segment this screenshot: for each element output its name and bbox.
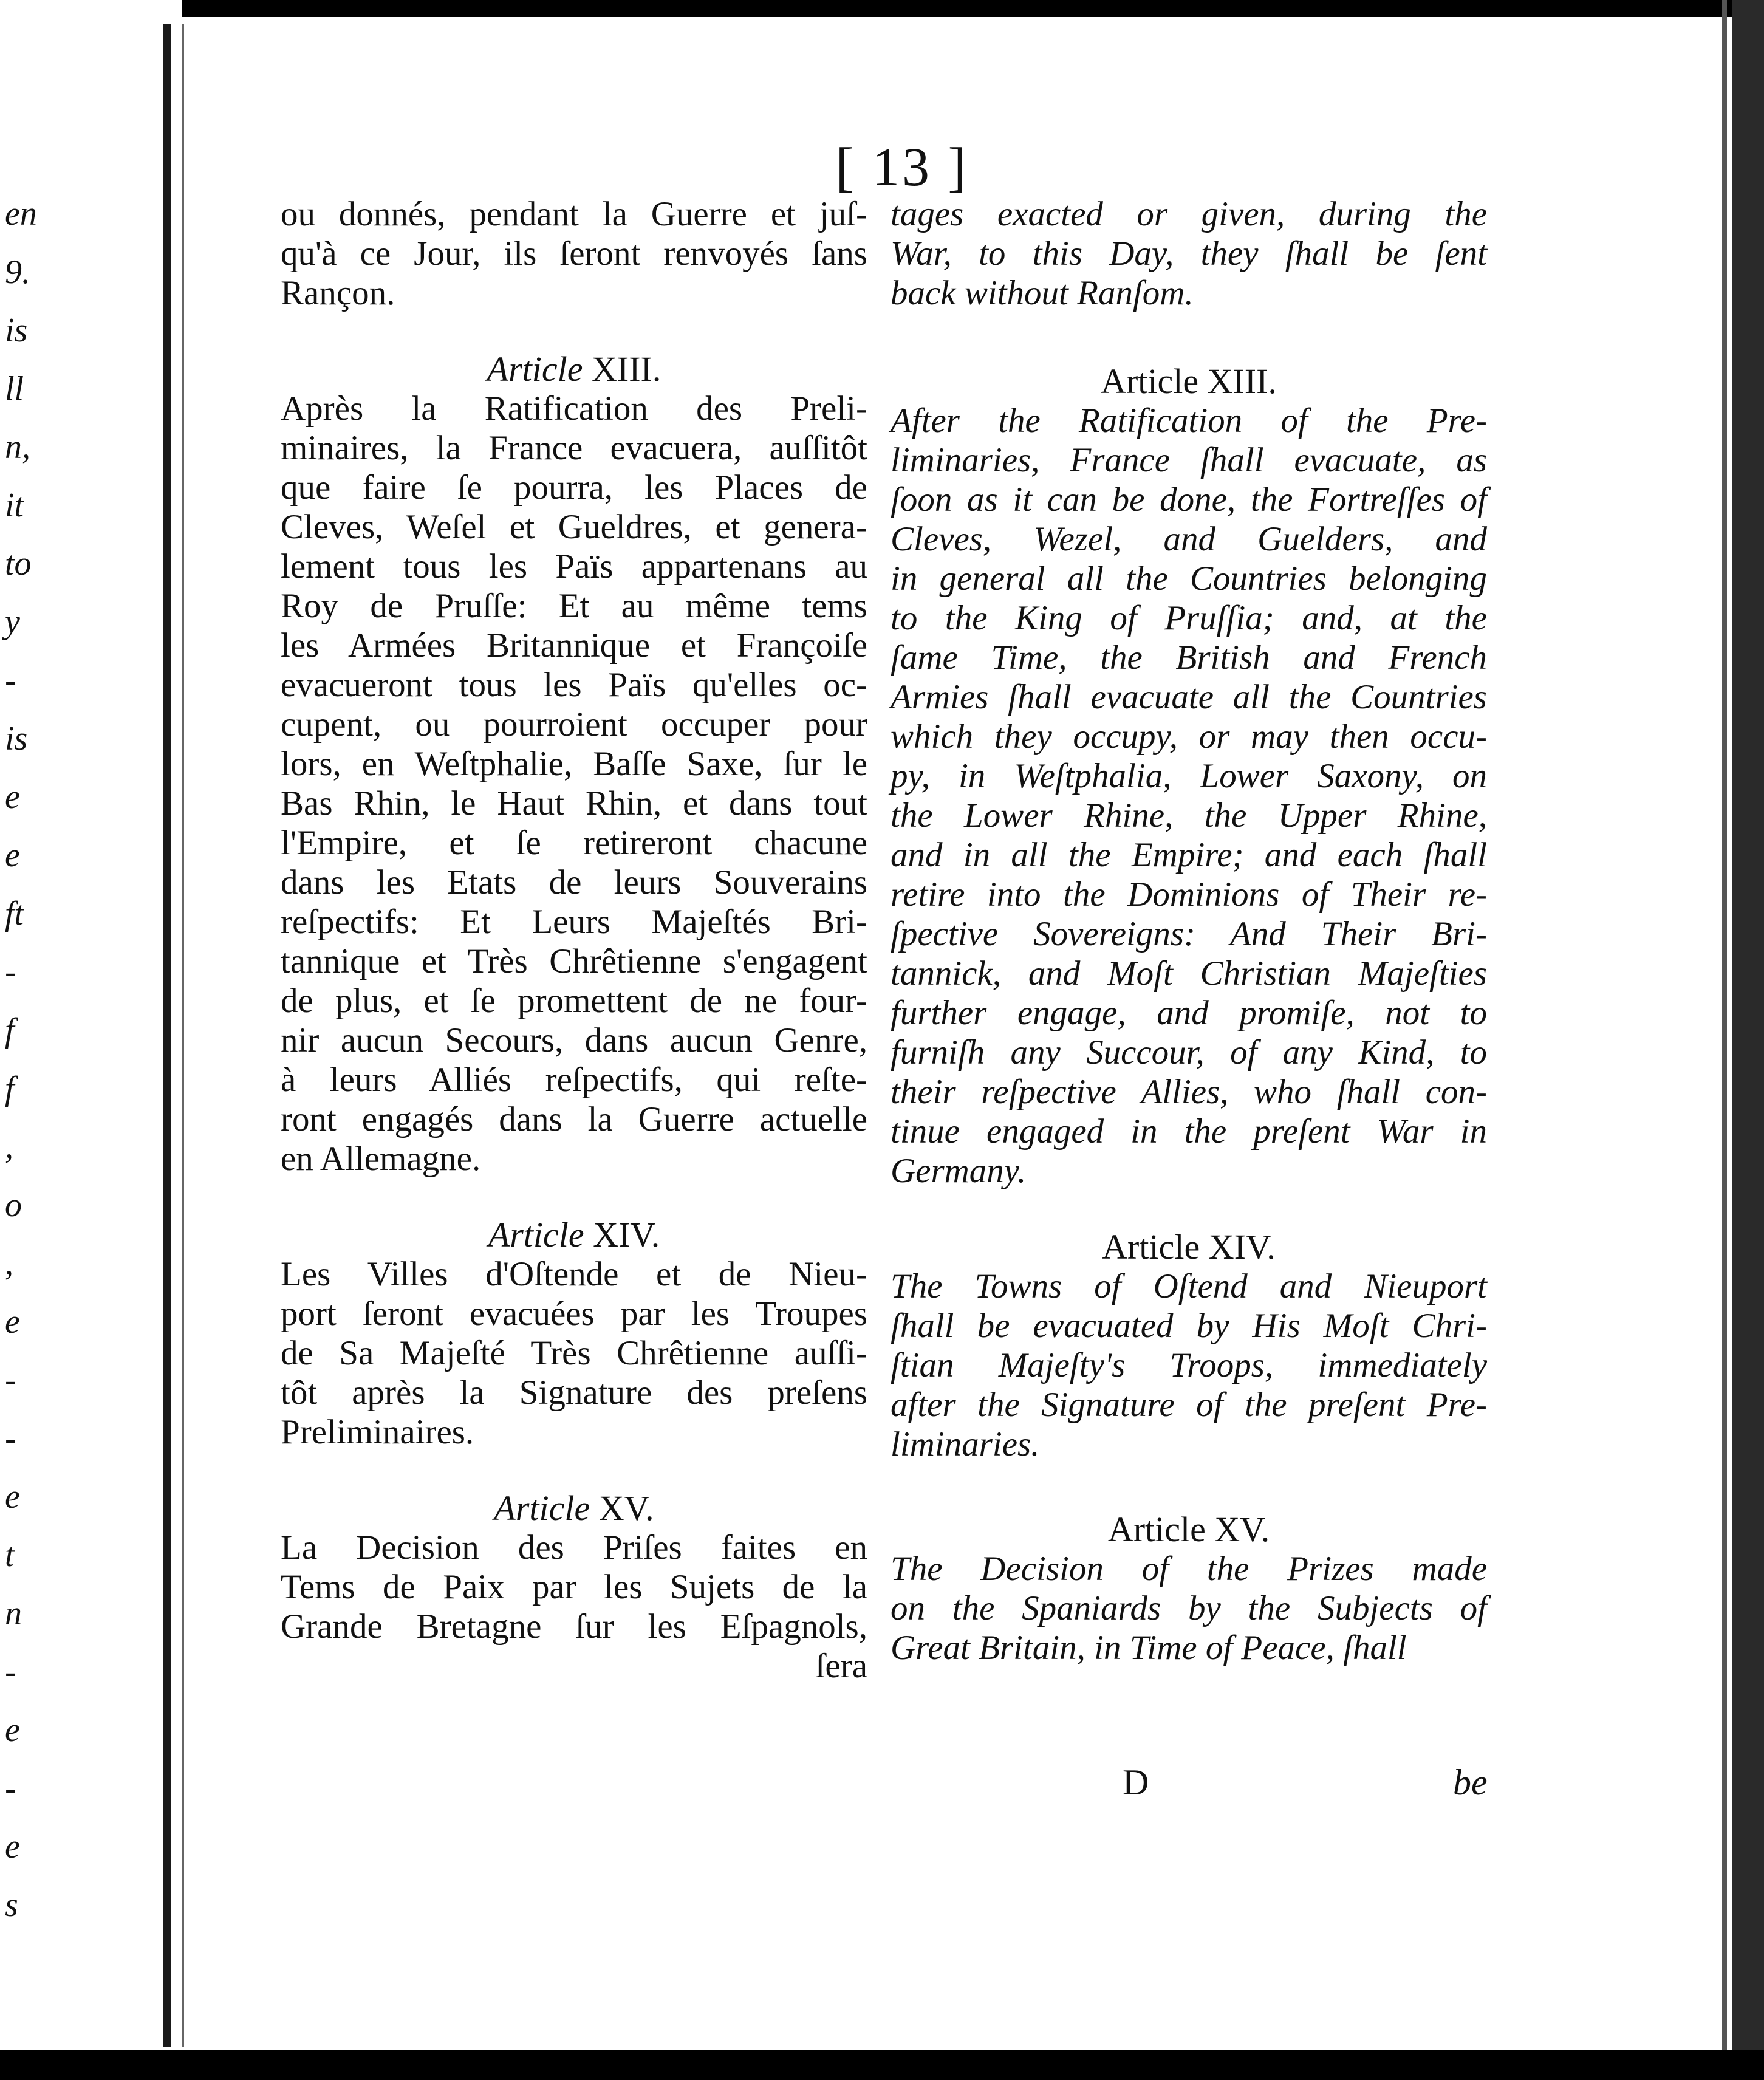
text-line: to the King of Pruſſia; and, at the <box>891 599 1487 637</box>
text-line: The Towns of Oſtend and Nieuport <box>891 1267 1487 1305</box>
margin-fragment: 9. <box>5 253 30 291</box>
english-column <box>891 194 1487 1668</box>
text-line: ſera <box>815 1647 867 1685</box>
text-line: the Lower Rhine, the Upper Rhine, <box>891 796 1487 835</box>
text-line: on the Spaniards by the Subjects of <box>891 1589 1487 1627</box>
text-line: cupent, ou pourroient occuper pour <box>281 705 867 744</box>
text-line: liminaries, France ſhall evacuate, as <box>891 441 1487 479</box>
text-line: Germany. <box>891 1152 1027 1190</box>
text-line: Bas Rhin, le Haut Rhin, et dans tout <box>281 784 867 823</box>
text-line: l'Empire, et ſe retireront chacune <box>281 824 867 862</box>
margin-fragment: ft <box>5 895 24 932</box>
text-line: tages exacted or given, during the <box>891 195 1487 233</box>
text-line: La Decision des Priſes faites en <box>281 1528 867 1567</box>
text-line: en Allemagne. <box>281 1140 481 1178</box>
article-body <box>891 1549 1487 1668</box>
margin-fragment: e <box>5 1478 20 1516</box>
margin-fragment: y <box>5 603 20 641</box>
margin-fragment: to <box>5 545 32 583</box>
article-body <box>281 1254 867 1452</box>
text-line: lement tous les Païs appartenans au <box>281 547 867 586</box>
text-line: les Armées Britannique et Françoiſe <box>281 626 867 665</box>
margin-fragment: e <box>5 1303 20 1341</box>
margin-fragment: e <box>5 1828 20 1866</box>
margin-fragment: e <box>5 1711 20 1749</box>
text-line: ſhall be evacuated by His Moſt Chri- <box>891 1307 1487 1345</box>
text-line: minaires, la France evacuera, auſſitôt <box>281 429 867 467</box>
text-line: que faire ſe pourra, les Places de <box>281 468 867 507</box>
text-line: ſpective Sovereigns: And Their Bri- <box>891 915 1487 953</box>
text-line: ſtian Majeſty's Troops, immediately <box>891 1346 1487 1384</box>
text-line: Roy de Pruſſe: Et au même tems <box>281 587 867 625</box>
text-line: tannick, and Moſt Christian Majeſties <box>891 954 1487 993</box>
text-line: port ſeront evacuées par les Troupes <box>281 1295 867 1333</box>
scan-border-top <box>0 0 1764 17</box>
scan-border-right <box>1732 0 1764 2080</box>
text-line: tannique et Très Chrêtienne s'engagent <box>281 942 867 980</box>
text-line: de Sa Majeſté Très Chrêtienne auſſi- <box>281 1334 867 1372</box>
margin-fragment: it <box>5 487 24 524</box>
margin-fragment: s <box>5 1886 18 1924</box>
text-line: dans les Etats de leurs Souverains <box>281 863 867 901</box>
margin-fragment: , <box>5 1245 13 1282</box>
french-column <box>281 194 867 1686</box>
text-line: retire into the Dominions of Their re- <box>891 875 1487 914</box>
article-heading: Article XIV. <box>1102 1227 1276 1267</box>
margin-fragment: - <box>5 662 16 699</box>
margin-fragment: e <box>5 836 20 874</box>
article-heading: Article XIII. <box>1101 361 1277 401</box>
text-line: which they occupy, or may then occu- <box>891 717 1487 756</box>
text-line: Les Villes d'Oſtende et de Nieu- <box>281 1255 867 1293</box>
text-line: ſoon as it can be done, the Fortreſſes of <box>891 481 1487 519</box>
text-line: de plus, et ſe promettent de ne four- <box>281 982 867 1020</box>
text-line: in general all the Countries belonging <box>891 559 1487 598</box>
text-line: Rançon. <box>281 274 395 312</box>
margin-fragment: - <box>5 1653 16 1691</box>
heading-number: XIII. <box>592 349 662 389</box>
text-line: Tems de Paix par les Sujets de la <box>281 1568 867 1606</box>
text-line: after the Signature of the preſent Pre- <box>891 1386 1487 1424</box>
scan-border-bottom <box>0 2050 1764 2080</box>
margin-fragment: t <box>5 1536 15 1574</box>
article-body <box>281 1528 867 1686</box>
book-gutter-line <box>182 24 184 2047</box>
margin-fragment: en <box>5 195 37 233</box>
page-edge-line <box>1722 0 1727 2080</box>
margin-fragment: f <box>5 1011 15 1049</box>
article-heading <box>281 1488 867 1528</box>
text-line: Great Britain, in Time of Peace, ſhall <box>891 1629 1407 1667</box>
text-line: ront engagés dans la Guerre actuelle <box>281 1100 867 1138</box>
text-line: reſpectifs: Et Leurs Majeſtés Bri- <box>281 903 867 941</box>
heading-word: Article <box>488 1215 584 1254</box>
heading-word: Article <box>487 349 583 389</box>
text-line: qu'à ce Jour, ils ſeront renvoyés ſans <box>281 234 867 273</box>
margin-fragment: ll <box>5 370 24 408</box>
margin-fragment: - <box>5 1420 16 1457</box>
margin-fragment: n, <box>5 428 30 466</box>
text-line: their reſpective Allies, who ſhall con- <box>891 1073 1487 1111</box>
margin-fragment: - <box>5 953 16 991</box>
text-line: Cleves, Weſel et Gueldres, et genera- <box>281 508 867 546</box>
text-line: War, to this Day, they ſhall be ſent <box>891 234 1487 273</box>
article-body <box>891 401 1487 1191</box>
margin-fragment: - <box>5 1361 16 1399</box>
margin-fragment: o <box>5 1186 22 1224</box>
text-line: liminaries. <box>891 1425 1040 1463</box>
margin-fragment: e <box>5 778 20 816</box>
text-line: nir aucun Secours, dans aucun Genre, <box>281 1021 867 1059</box>
text-line: After the Ratification of the Pre- <box>891 402 1487 440</box>
text-line: tinue engaged in the preſent War in <box>891 1112 1487 1151</box>
margin-fragment: - <box>5 1770 16 1807</box>
text-line: furniſh any Succour, of any Kind, to <box>891 1033 1487 1072</box>
text-line: Armies ſhall evacuate all the Countries <box>891 678 1487 716</box>
margin-fragment: , <box>5 1128 13 1166</box>
text-line: ſame Time, the British and French <box>891 638 1487 677</box>
heading-word: Article <box>494 1488 590 1528</box>
article-heading: Article XV. <box>1107 1510 1270 1549</box>
text-line: further engage, and promiſe, not to <box>891 994 1487 1032</box>
book-spine <box>163 24 171 2047</box>
text-line: evacueront tous les Païs qu'elles oc- <box>281 666 867 704</box>
text-line: py, in Weſtphalia, Lower Saxony, on <box>891 757 1487 795</box>
page-number: [ 13 ] <box>835 137 969 197</box>
signature-mark: D <box>1123 1762 1149 1802</box>
text-line: à leurs Alliés reſpectifs, qui reſte- <box>281 1061 867 1099</box>
text-line: Cleves, Wezel, and Guelders, and <box>891 520 1487 558</box>
article-body <box>891 1267 1487 1464</box>
text-line: lors, en Weſtphalie, Baſſe Saxe, ſur le <box>281 745 867 783</box>
text-line: and in all the Empire; and each ſhall <box>891 836 1487 874</box>
margin-fragment: f <box>5 1070 15 1107</box>
heading-number: XIV. <box>593 1215 660 1254</box>
article-heading <box>281 1215 867 1254</box>
article-heading <box>281 349 867 389</box>
text-line: back without Ranſom. <box>891 274 1194 312</box>
text-line: Preliminaires. <box>281 1413 474 1451</box>
text-line: Grande Bretagne ſur les Eſpagnols, <box>281 1607 867 1646</box>
margin-fragment: n <box>5 1595 22 1632</box>
text-line: Après la Ratification des Preli- <box>281 389 867 428</box>
catchword: be <box>1453 1762 1488 1802</box>
margin-fragment: is <box>5 720 28 758</box>
heading-number: XV. <box>598 1488 654 1528</box>
text-line: ou donnés, pendant la Guerre et juſ- <box>281 195 867 233</box>
text-line: tôt après la Signature des preſens <box>281 1374 867 1412</box>
article-body <box>281 389 867 1179</box>
margin-fragment: is <box>5 312 28 349</box>
text-line: The Decision of the Prizes made <box>891 1550 1487 1588</box>
